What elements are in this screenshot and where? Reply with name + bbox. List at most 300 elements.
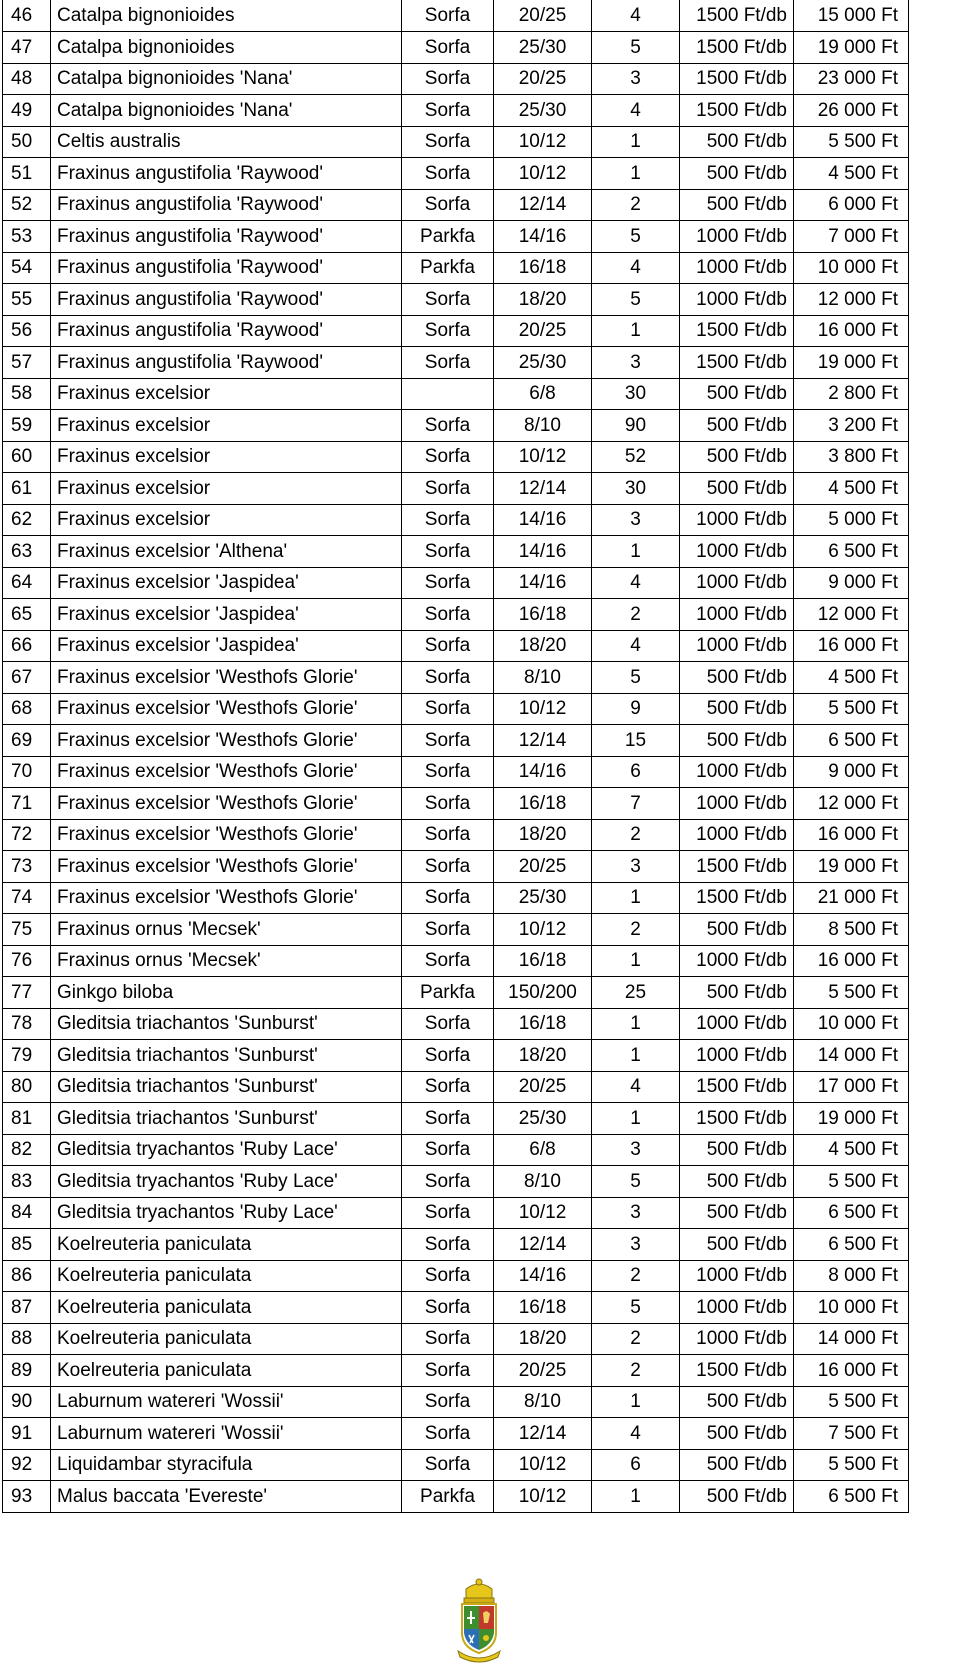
trunk-size-cell: 150/200 — [494, 977, 592, 1009]
trunk-size-cell: 10/12 — [494, 914, 592, 946]
unit-fee-cell: 1500 Ft/db — [680, 1103, 794, 1135]
unit-fee-cell: 500 Ft/db — [680, 1449, 794, 1481]
unit-fee-cell: 500 Ft/db — [680, 441, 794, 473]
row-number-cell: 71 — [3, 788, 51, 820]
plant-name-cell: Fraxinus excelsior — [51, 378, 402, 410]
unit-fee-cell: 1500 Ft/db — [680, 0, 794, 32]
quantity-cell: 15 — [592, 725, 680, 757]
quantity-cell: 4 — [592, 252, 680, 284]
quantity-cell: 25 — [592, 977, 680, 1009]
plant-type-cell: Sorfa — [402, 882, 494, 914]
price-cell: 5 500 Ft — [794, 126, 909, 158]
table-row — [3, 1260, 909, 1292]
row-number-cell: 76 — [3, 945, 51, 977]
plant-type-cell: Sorfa — [402, 32, 494, 64]
plant-name-cell: Fraxinus excelsior 'Westhofs Glorie' — [51, 662, 402, 694]
coat-of-arms-icon — [452, 1577, 506, 1663]
plant-type-cell — [402, 378, 494, 410]
quantity-cell: 2 — [592, 914, 680, 946]
trunk-size-cell: 8/10 — [494, 1166, 592, 1198]
table-row — [3, 1449, 909, 1481]
unit-fee-cell: 1000 Ft/db — [680, 945, 794, 977]
row-number-cell: 87 — [3, 1292, 51, 1324]
table-row — [3, 756, 909, 788]
plant-name-cell: Liquidambar styracifula — [51, 1449, 402, 1481]
unit-fee-cell: 1000 Ft/db — [680, 504, 794, 536]
plant-name-cell: Gleditsia tryachantos 'Ruby Lace' — [51, 1134, 402, 1166]
plant-name-cell: Gleditsia triachantos 'Sunburst' — [51, 1008, 402, 1040]
unit-fee-cell: 500 Ft/db — [680, 1134, 794, 1166]
row-number-cell: 58 — [3, 378, 51, 410]
row-number-cell: 81 — [3, 1103, 51, 1135]
unit-fee-cell: 1500 Ft/db — [680, 63, 794, 95]
plant-name-cell: Ginkgo biloba — [51, 977, 402, 1009]
plant-name-cell: Laburnum watereri 'Wossii' — [51, 1386, 402, 1418]
table-row — [3, 1103, 909, 1135]
quantity-cell: 1 — [592, 1386, 680, 1418]
trunk-size-cell: 12/14 — [494, 473, 592, 505]
plant-name-cell: Fraxinus angustifolia 'Raywood' — [51, 189, 402, 221]
price-cell: 5 500 Ft — [794, 977, 909, 1009]
table-row — [3, 32, 909, 64]
price-cell: 6 500 Ft — [794, 725, 909, 757]
price-cell: 19 000 Ft — [794, 1103, 909, 1135]
plant-type-cell: Sorfa — [402, 1323, 494, 1355]
plant-type-cell: Sorfa — [402, 95, 494, 127]
quantity-cell: 1 — [592, 882, 680, 914]
plant-type-cell: Sorfa — [402, 441, 494, 473]
quantity-cell: 6 — [592, 756, 680, 788]
plant-type-cell: Parkfa — [402, 977, 494, 1009]
plant-type-cell: Sorfa — [402, 410, 494, 442]
plant-name-cell: Fraxinus ornus 'Mecsek' — [51, 914, 402, 946]
plant-type-cell: Sorfa — [402, 536, 494, 568]
plant-type-cell: Sorfa — [402, 158, 494, 190]
plant-type-cell: Sorfa — [402, 1071, 494, 1103]
unit-fee-cell: 1000 Ft/db — [680, 284, 794, 316]
unit-fee-cell: 1000 Ft/db — [680, 1323, 794, 1355]
row-number-cell: 72 — [3, 819, 51, 851]
table-row — [3, 1008, 909, 1040]
plant-type-cell: Sorfa — [402, 1260, 494, 1292]
price-cell: 16 000 Ft — [794, 819, 909, 851]
unit-fee-cell: 500 Ft/db — [680, 977, 794, 1009]
unit-fee-cell: 500 Ft/db — [680, 693, 794, 725]
plant-name-cell: Gleditsia tryachantos 'Ruby Lace' — [51, 1166, 402, 1198]
quantity-cell: 5 — [592, 284, 680, 316]
table-row — [3, 977, 909, 1009]
row-number-cell: 59 — [3, 410, 51, 442]
trunk-size-cell: 20/25 — [494, 63, 592, 95]
plant-name-cell: Celtis australis — [51, 126, 402, 158]
quantity-cell: 52 — [592, 441, 680, 473]
price-cell: 10 000 Ft — [794, 1292, 909, 1324]
price-cell: 21 000 Ft — [794, 882, 909, 914]
price-cell: 3 800 Ft — [794, 441, 909, 473]
table-row — [3, 1071, 909, 1103]
row-number-cell: 88 — [3, 1323, 51, 1355]
plant-name-cell: Fraxinus angustifolia 'Raywood' — [51, 158, 402, 190]
row-number-cell: 65 — [3, 599, 51, 631]
table-row — [3, 347, 909, 379]
plant-name-cell: Koelreuteria paniculata — [51, 1292, 402, 1324]
plant-type-cell: Sorfa — [402, 1292, 494, 1324]
table-row — [3, 1481, 909, 1513]
plant-name-cell: Koelreuteria paniculata — [51, 1229, 402, 1261]
quantity-cell: 2 — [592, 1323, 680, 1355]
unit-fee-cell: 500 Ft/db — [680, 1166, 794, 1198]
row-number-cell: 82 — [3, 1134, 51, 1166]
price-cell: 4 500 Ft — [794, 1134, 909, 1166]
table-row — [3, 599, 909, 631]
price-cell: 14 000 Ft — [794, 1323, 909, 1355]
quantity-cell: 1 — [592, 945, 680, 977]
unit-fee-cell: 1000 Ft/db — [680, 1260, 794, 1292]
unit-fee-cell: 1000 Ft/db — [680, 788, 794, 820]
table-row — [3, 819, 909, 851]
unit-fee-cell: 1000 Ft/db — [680, 599, 794, 631]
plant-name-cell: Malus baccata 'Evereste' — [51, 1481, 402, 1513]
row-number-cell: 79 — [3, 1040, 51, 1072]
trunk-size-cell: 10/12 — [494, 1449, 592, 1481]
plant-type-cell: Sorfa — [402, 1103, 494, 1135]
trunk-size-cell: 25/30 — [494, 347, 592, 379]
row-number-cell: 49 — [3, 95, 51, 127]
quantity-cell: 4 — [592, 95, 680, 127]
plant-name-cell: Catalpa bignonioides 'Nana' — [51, 95, 402, 127]
quantity-cell: 4 — [592, 630, 680, 662]
quantity-cell: 1 — [592, 1008, 680, 1040]
trunk-size-cell: 20/25 — [494, 0, 592, 32]
plant-name-cell: Fraxinus excelsior 'Westhofs Glorie' — [51, 851, 402, 883]
row-number-cell: 57 — [3, 347, 51, 379]
price-cell: 10 000 Ft — [794, 1008, 909, 1040]
price-cell: 6 500 Ft — [794, 536, 909, 568]
trunk-size-cell: 25/30 — [494, 95, 592, 127]
plant-name-cell: Koelreuteria paniculata — [51, 1355, 402, 1387]
table-row — [3, 662, 909, 694]
trunk-size-cell: 20/25 — [494, 1071, 592, 1103]
plant-type-cell: Sorfa — [402, 788, 494, 820]
unit-fee-cell: 500 Ft/db — [680, 914, 794, 946]
table-row — [3, 725, 909, 757]
row-number-cell: 56 — [3, 315, 51, 347]
plant-type-cell: Parkfa — [402, 221, 494, 253]
table-row — [3, 567, 909, 599]
unit-fee-cell: 1000 Ft/db — [680, 756, 794, 788]
price-cell: 5 500 Ft — [794, 693, 909, 725]
price-cell: 23 000 Ft — [794, 63, 909, 95]
unit-fee-cell: 1000 Ft/db — [680, 221, 794, 253]
plant-name-cell: Fraxinus angustifolia 'Raywood' — [51, 284, 402, 316]
table-row — [3, 851, 909, 883]
plant-type-cell: Sorfa — [402, 63, 494, 95]
plant-type-cell: Sorfa — [402, 1355, 494, 1387]
quantity-cell: 4 — [592, 1418, 680, 1450]
plant-type-cell: Sorfa — [402, 567, 494, 599]
unit-fee-cell: 1000 Ft/db — [680, 1292, 794, 1324]
plant-type-cell: Parkfa — [402, 1481, 494, 1513]
row-number-cell: 69 — [3, 725, 51, 757]
quantity-cell: 1 — [592, 1103, 680, 1135]
row-number-cell: 53 — [3, 221, 51, 253]
price-cell: 17 000 Ft — [794, 1071, 909, 1103]
unit-fee-cell: 1500 Ft/db — [680, 882, 794, 914]
plant-name-cell: Fraxinus excelsior — [51, 473, 402, 505]
plant-type-cell: Sorfa — [402, 1386, 494, 1418]
price-cell: 6 000 Ft — [794, 189, 909, 221]
plant-type-cell: Sorfa — [402, 945, 494, 977]
price-cell: 3 200 Ft — [794, 410, 909, 442]
price-cell: 4 500 Ft — [794, 158, 909, 190]
row-number-cell: 50 — [3, 126, 51, 158]
table-row — [3, 1197, 909, 1229]
plant-type-cell: Sorfa — [402, 819, 494, 851]
price-cell: 14 000 Ft — [794, 1040, 909, 1072]
price-table — [2, 0, 909, 1513]
table-row — [3, 1386, 909, 1418]
price-cell: 6 500 Ft — [794, 1481, 909, 1513]
trunk-size-cell: 25/30 — [494, 882, 592, 914]
row-number-cell: 55 — [3, 284, 51, 316]
quantity-cell: 90 — [592, 410, 680, 442]
quantity-cell: 5 — [592, 32, 680, 64]
price-cell: 9 000 Ft — [794, 567, 909, 599]
plant-type-cell: Sorfa — [402, 630, 494, 662]
table-row — [3, 1229, 909, 1261]
price-cell: 12 000 Ft — [794, 788, 909, 820]
table-row — [3, 158, 909, 190]
plant-type-cell: Sorfa — [402, 851, 494, 883]
quantity-cell: 1 — [592, 158, 680, 190]
unit-fee-cell: 1500 Ft/db — [680, 347, 794, 379]
unit-fee-cell: 500 Ft/db — [680, 725, 794, 757]
unit-fee-cell: 1000 Ft/db — [680, 1008, 794, 1040]
row-number-cell: 68 — [3, 693, 51, 725]
table-row — [3, 378, 909, 410]
table-row — [3, 315, 909, 347]
plant-name-cell: Fraxinus excelsior 'Jaspidea' — [51, 630, 402, 662]
trunk-size-cell: 25/30 — [494, 32, 592, 64]
row-number-cell: 74 — [3, 882, 51, 914]
quantity-cell: 2 — [592, 189, 680, 221]
table-row — [3, 1355, 909, 1387]
price-cell: 19 000 Ft — [794, 851, 909, 883]
trunk-size-cell: 10/12 — [494, 126, 592, 158]
trunk-size-cell: 16/18 — [494, 599, 592, 631]
row-number-cell: 89 — [3, 1355, 51, 1387]
table-row — [3, 630, 909, 662]
plant-name-cell: Catalpa bignonioides 'Nana' — [51, 63, 402, 95]
unit-fee-cell: 1000 Ft/db — [680, 630, 794, 662]
quantity-cell: 3 — [592, 63, 680, 95]
row-number-cell: 85 — [3, 1229, 51, 1261]
plant-type-cell: Sorfa — [402, 1166, 494, 1198]
plant-type-cell: Sorfa — [402, 1040, 494, 1072]
unit-fee-cell: 500 Ft/db — [680, 158, 794, 190]
trunk-size-cell: 16/18 — [494, 252, 592, 284]
price-cell: 5 500 Ft — [794, 1166, 909, 1198]
price-cell: 26 000 Ft — [794, 95, 909, 127]
unit-fee-cell: 500 Ft/db — [680, 1418, 794, 1450]
row-number-cell: 64 — [3, 567, 51, 599]
trunk-size-cell: 25/30 — [494, 1103, 592, 1135]
table-row — [3, 914, 909, 946]
row-number-cell: 70 — [3, 756, 51, 788]
table-row — [3, 284, 909, 316]
unit-fee-cell: 1000 Ft/db — [680, 536, 794, 568]
trunk-size-cell: 18/20 — [494, 1323, 592, 1355]
trunk-size-cell: 16/18 — [494, 945, 592, 977]
price-cell: 8 500 Ft — [794, 914, 909, 946]
quantity-cell: 30 — [592, 473, 680, 505]
row-number-cell: 62 — [3, 504, 51, 536]
price-cell: 16 000 Ft — [794, 630, 909, 662]
trunk-size-cell: 20/25 — [494, 315, 592, 347]
quantity-cell: 6 — [592, 1449, 680, 1481]
plant-type-cell: Sorfa — [402, 599, 494, 631]
quantity-cell: 4 — [592, 567, 680, 599]
price-cell: 16 000 Ft — [794, 945, 909, 977]
price-cell: 12 000 Ft — [794, 599, 909, 631]
trunk-size-cell: 12/14 — [494, 189, 592, 221]
row-number-cell: 75 — [3, 914, 51, 946]
trunk-size-cell: 16/18 — [494, 1008, 592, 1040]
row-number-cell: 80 — [3, 1071, 51, 1103]
quantity-cell: 5 — [592, 221, 680, 253]
unit-fee-cell: 1500 Ft/db — [680, 315, 794, 347]
plant-name-cell: Catalpa bignonioides — [51, 32, 402, 64]
plant-name-cell: Fraxinus excelsior 'Westhofs Glorie' — [51, 819, 402, 851]
trunk-size-cell: 10/12 — [494, 441, 592, 473]
row-number-cell: 52 — [3, 189, 51, 221]
plant-type-cell: Sorfa — [402, 284, 494, 316]
price-cell: 10 000 Ft — [794, 252, 909, 284]
trunk-size-cell: 8/10 — [494, 410, 592, 442]
trunk-size-cell: 18/20 — [494, 630, 592, 662]
plant-name-cell: Fraxinus angustifolia 'Raywood' — [51, 252, 402, 284]
plant-type-cell: Sorfa — [402, 1008, 494, 1040]
table-row — [3, 63, 909, 95]
price-cell: 6 500 Ft — [794, 1229, 909, 1261]
unit-fee-cell: 1500 Ft/db — [680, 32, 794, 64]
unit-fee-cell: 500 Ft/db — [680, 1197, 794, 1229]
price-cell: 15 000 Ft — [794, 0, 909, 32]
plant-name-cell: Fraxinus angustifolia 'Raywood' — [51, 221, 402, 253]
table-row — [3, 945, 909, 977]
price-cell: 16 000 Ft — [794, 1355, 909, 1387]
plant-name-cell: Fraxinus excelsior 'Westhofs Glorie' — [51, 788, 402, 820]
table-row — [3, 0, 909, 32]
trunk-size-cell: 16/18 — [494, 788, 592, 820]
quantity-cell: 9 — [592, 693, 680, 725]
plant-type-cell: Sorfa — [402, 1229, 494, 1261]
table-row — [3, 1418, 909, 1450]
plant-type-cell: Sorfa — [402, 347, 494, 379]
price-cell: 4 500 Ft — [794, 473, 909, 505]
quantity-cell: 2 — [592, 819, 680, 851]
unit-fee-cell: 1500 Ft/db — [680, 1355, 794, 1387]
quantity-cell: 3 — [592, 1134, 680, 1166]
unit-fee-cell: 500 Ft/db — [680, 189, 794, 221]
trunk-size-cell: 10/12 — [494, 1197, 592, 1229]
trunk-size-cell: 14/16 — [494, 504, 592, 536]
row-number-cell: 73 — [3, 851, 51, 883]
plant-name-cell: Fraxinus excelsior — [51, 504, 402, 536]
row-number-cell: 90 — [3, 1386, 51, 1418]
unit-fee-cell: 1500 Ft/db — [680, 95, 794, 127]
table-row — [3, 882, 909, 914]
price-cell: 2 800 Ft — [794, 378, 909, 410]
quantity-cell: 1 — [592, 315, 680, 347]
plant-name-cell: Fraxinus angustifolia 'Raywood' — [51, 347, 402, 379]
price-cell: 12 000 Ft — [794, 284, 909, 316]
trunk-size-cell: 10/12 — [494, 693, 592, 725]
quantity-cell: 5 — [592, 1292, 680, 1324]
unit-fee-cell: 1500 Ft/db — [680, 851, 794, 883]
price-cell: 16 000 Ft — [794, 315, 909, 347]
row-number-cell: 61 — [3, 473, 51, 505]
price-cell: 4 500 Ft — [794, 662, 909, 694]
trunk-size-cell: 10/12 — [494, 1481, 592, 1513]
row-number-cell: 93 — [3, 1481, 51, 1513]
row-number-cell: 60 — [3, 441, 51, 473]
plant-name-cell: Gleditsia tryachantos 'Ruby Lace' — [51, 1197, 402, 1229]
plant-name-cell: Fraxinus angustifolia 'Raywood' — [51, 315, 402, 347]
row-number-cell: 77 — [3, 977, 51, 1009]
plant-type-cell: Sorfa — [402, 1197, 494, 1229]
table-row — [3, 788, 909, 820]
row-number-cell: 91 — [3, 1418, 51, 1450]
table-row — [3, 473, 909, 505]
plant-name-cell: Fraxinus excelsior 'Jaspidea' — [51, 599, 402, 631]
table-row — [3, 504, 909, 536]
quantity-cell: 2 — [592, 599, 680, 631]
price-cell: 5 500 Ft — [794, 1449, 909, 1481]
table-row — [3, 441, 909, 473]
table-row — [3, 536, 909, 568]
row-number-cell: 83 — [3, 1166, 51, 1198]
trunk-size-cell: 6/8 — [494, 378, 592, 410]
unit-fee-cell: 1000 Ft/db — [680, 567, 794, 599]
trunk-size-cell: 18/20 — [494, 1040, 592, 1072]
quantity-cell: 4 — [592, 0, 680, 32]
row-number-cell: 51 — [3, 158, 51, 190]
unit-fee-cell: 500 Ft/db — [680, 378, 794, 410]
plant-type-cell: Sorfa — [402, 315, 494, 347]
row-number-cell: 92 — [3, 1449, 51, 1481]
quantity-cell: 30 — [592, 378, 680, 410]
trunk-size-cell: 20/25 — [494, 1355, 592, 1387]
price-cell: 19 000 Ft — [794, 32, 909, 64]
row-number-cell: 66 — [3, 630, 51, 662]
price-cell: 5 000 Ft — [794, 504, 909, 536]
quantity-cell: 3 — [592, 851, 680, 883]
table-row — [3, 1134, 909, 1166]
trunk-size-cell: 12/14 — [494, 1229, 592, 1261]
row-number-cell: 78 — [3, 1008, 51, 1040]
plant-type-cell: Sorfa — [402, 662, 494, 694]
plant-name-cell: Koelreuteria paniculata — [51, 1260, 402, 1292]
unit-fee-cell: 1000 Ft/db — [680, 819, 794, 851]
row-number-cell: 67 — [3, 662, 51, 694]
row-number-cell: 86 — [3, 1260, 51, 1292]
plant-type-cell: Sorfa — [402, 473, 494, 505]
price-cell: 5 500 Ft — [794, 1386, 909, 1418]
table-row — [3, 95, 909, 127]
plant-type-cell: Sorfa — [402, 0, 494, 32]
unit-fee-cell: 500 Ft/db — [680, 410, 794, 442]
